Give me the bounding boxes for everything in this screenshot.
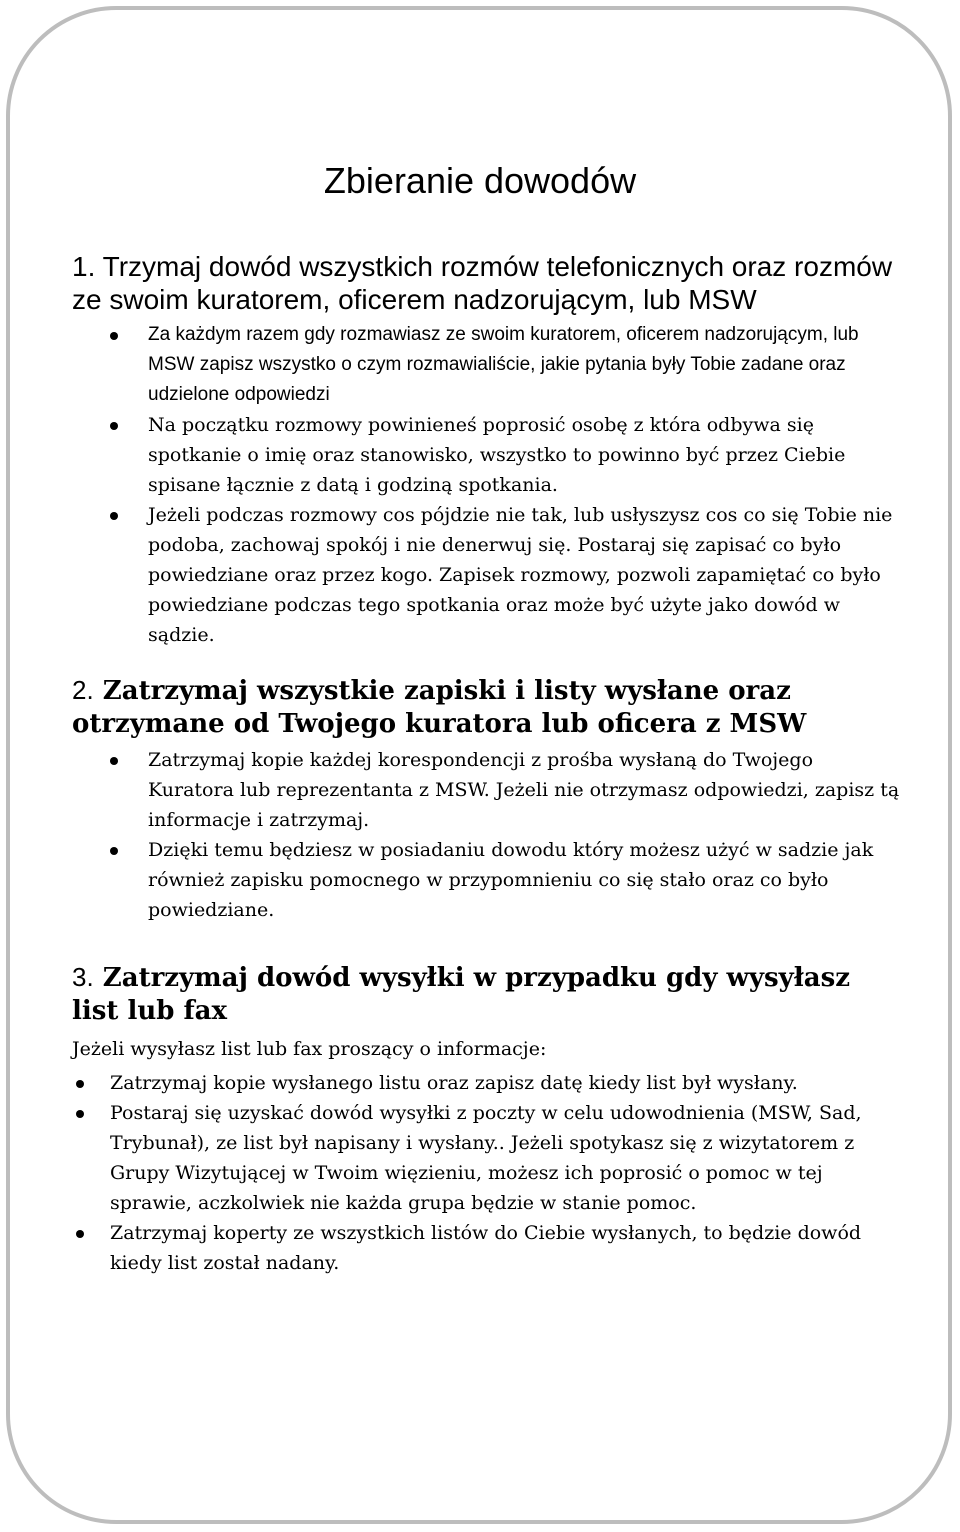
section-number: 1. — [72, 251, 96, 282]
section-number: 2. — [72, 675, 94, 705]
bullet-list — [72, 745, 902, 925]
page-title: Zbieranie dowodów — [323, 160, 637, 201]
section-number: 3. — [72, 962, 94, 992]
section-heading-text: Zatrzymaj wszystkie zapiski i listy wysłane oraz otrzymane od Twojego kuratora lub oficera z MSW — [72, 676, 807, 739]
list-item: Zatrzymaj kopie każdej korespondencji z prośba wysłaną do Twojego Kuratora lub reprezentanta z MSW. Jeżeli nie otrzymasz odpowiedzi, zapisz tą informacje i zatrzymaj. — [148, 745, 902, 835]
section-3 — [72, 961, 902, 1278]
list-item: Zatrzymaj kopie wysłanego listu oraz zapisz datę kiedy list był wysłany. — [110, 1068, 902, 1098]
section-heading — [72, 961, 902, 1028]
section-heading-text: Trzymaj dowód wszystkich rozmów telefonicznych oraz rozmów ze swoim kuratorem, oficerem nadzorującym, lub MSW — [72, 251, 893, 315]
list-item: Zatrzymaj koperty ze wszystkich listów do Ciebie wysłanych, to będzie dowód kiedy list został nadany. — [110, 1218, 902, 1278]
bullet-list — [72, 1068, 902, 1278]
section-heading — [72, 674, 902, 741]
list-item: Za każdym razem gdy rozmawiasz ze swoim kuratorem, oficerem nadzorującym, lub MSW zapisz wszystko o czym rozmawialiście, jakie pytania były Tobie zadane oraz udzielone odpowiedzi — [148, 320, 902, 410]
section-2 — [72, 674, 902, 925]
section-1 — [72, 250, 902, 650]
list-item: Jeżeli podczas rozmowy cos pójdzie nie tak, lub usłyszysz cos co się Tobie nie podoba, zachowaj spokój i nie denerwuj się. Postaraj się zapisać co było powiedziane oraz przez kogo. Zapisek rozmowy, pozwoli zapamiętać co było powiedziane podczas tego spotkania oraz może być użyte jako dowód w sądzie. — [148, 500, 902, 650]
section-intro: Jeżeli wysyłasz list lub fax proszący o informacje: — [72, 1038, 547, 1060]
section-heading-text: Zatrzymaj dowód wysyłki w przypadku gdy wysyłasz list lub fax — [72, 963, 850, 1026]
bullet-list — [72, 320, 902, 650]
section-heading — [72, 250, 902, 316]
document-body — [72, 250, 902, 1278]
list-item: Na początku rozmowy powinieneś poprosić osobę z która odbywa się spotkanie o imię oraz stanowisko, wszystko to powinno być przez Ciebie spisane łącznie z datą i godziną spotkania. — [148, 410, 902, 500]
list-item: Postaraj się uzyskać dowód wysyłki z poczty w celu udowodnienia (MSW, Sad, Trybunał), ze list był napisany i wysłany.. Jeżeli spotykasz się z wizytatorem z Grupy Wizytującej w Twoim więzieniu, możesz ich poprosić o pomoc w tej sprawie, aczkolwiek nie każda grupa będzie w stanie pomoc. — [110, 1098, 902, 1218]
list-item: Dzięki temu będziesz w posiadaniu dowodu który możesz użyć w sadzie jak również zapisku pomocnego w przypomnieniu co się stało oraz co było powiedziane. — [148, 835, 902, 925]
